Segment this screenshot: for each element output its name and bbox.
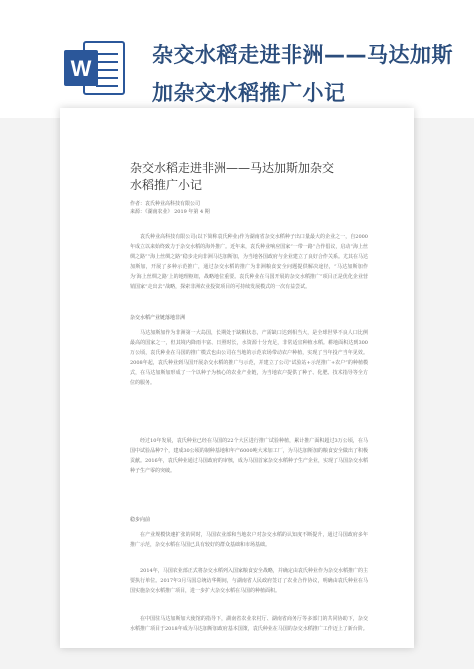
paragraph-embassy: 在中国驻马达加斯加大使馆的指导下，湖南省农业农村厅、湖南省商务厅等多部门的共同协助下，杂交水稻推广项目于2018年成为马达加斯加政府基本国策，袁氏种业在马国的杂交水稻推广工作迈上了新台阶。 [130, 616, 368, 632]
document-page [60, 108, 414, 648]
word-document-icon [62, 38, 126, 98]
section-heading-progress: 稳步向前 [130, 517, 151, 523]
document-title: 杂交水稻走进非洲——马达加斯加杂交水稻推广小记 [130, 161, 335, 192]
paragraph-2014: 2014年，马国农业部正式将杂交水稻列入国家粮食安全战略，并确定由袁氏种业作为杂交水稻推广的主要执行单位。2017年3月马国总统访华期间，与湖南省人民政府签订了农业合作协议，明确由袁氏种业在马国实施杂交水稻推广项目，进一步扩大杂交水稻在马国的种植面积。 [130, 568, 368, 594]
paragraph-development: 经过10年发展，袁氏种业已经在马国的22个大区进行推广试验种植，累计推广面积超过3万公顷，在马国中试验品种7个，建成30公顷的制种基地和年产6000吨大米加工厂，为马达加斯加的粮食安全做出了积极贡献。2016年，袁氏种业通过马国政府的审核，成为马国首家杂交水稻种子生产企业，实现了马国杂交水稻种子生产零的突破。 [130, 438, 368, 474]
document-author: 作者：袁氏种业高科技有限公司 [130, 201, 201, 207]
banner [0, 0, 474, 118]
word-logo-letter: W [70, 56, 92, 81]
banner-title: 杂交水稻走进非洲——马达加斯加杂交水稻推广小记 [152, 43, 453, 105]
paragraph-intro: 袁氏种业高科技有限公司(以下简称袁氏种业)作为湖南省杂交水稻种子出口量最大的企业之一，自2000年成立以来始终致力于杂交水稻的海外推广。近年来，袁氏种业响应国家“一带一路”合作倡议，启动“海上丝绸之路”“海上丝绸之路”稳步走向非洲马达加斯加，为当地各国政府与企业建立了良好合作关系。尤其在马达加斯加，开展了多种示范推广，通过杂交水稻的推广为非洲粮食安全问题提供解决途径，“马达加斯加作为‘海上丝绸之路’上的地理枢纽，战略地位重要。袁氏种业在马国开展的杂交水稻推广”项目正是优化企业营销国家“走出去”战略，探索非洲农业投资项目的可持续发展模式的一次有益尝试。 [130, 234, 368, 290]
document-source: 来源：《湖南农业》 2019 年第 4 期 [130, 209, 210, 215]
paragraph-scale: 在产业规模快速扩张的同时，马国农业部和当地农户对杂交水稻的认知度不断提升，通过马国政府多年推广示范，杂交水稻在马国已具有较好的群众基础和市场基础。 [130, 532, 368, 548]
paragraph-madagascar: 马达加斯加作为非洲第一大岛国，长期处于缺粮状态，产需缺口达到相当大，是全球世界不良人口比例最高的国家之一，但其境内降雨丰富、日照时长，水资源十分充足，非常适宜种植水稻。耕地面积达到300万公顷，袁氏种业在马国的推广模式也由公司在当地的示范农场带动农户种植，实现了当年投产当年见效。2008年起，袁氏种业到马国开展杂交水稻的推广与示范，并建立了公司“试验站+示范推广+农户”的种植模式，在马达加斯加形成了一个以种子为核心的农业产业链，为当地农户提供了种子、化肥、技术指导等全方位的服务。 [130, 330, 368, 386]
section-heading-industry: 杂交水稻产业链落地非洲 [130, 315, 186, 321]
